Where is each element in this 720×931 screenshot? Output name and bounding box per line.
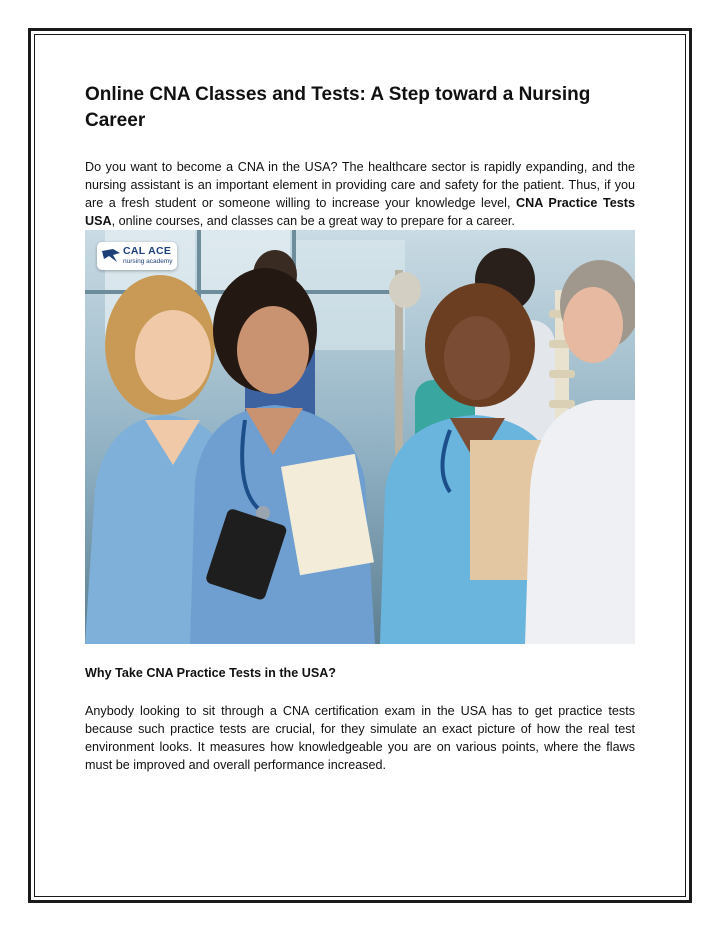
article <box>85 82 635 774</box>
section-heading: Why Take CNA Practice Tests in the USA? <box>85 666 337 680</box>
intro-paragraph <box>85 158 635 230</box>
nursing-students-photo <box>85 230 635 644</box>
intro-text-start: Do you want to become a CNA in the USA? The healthcare sector is rapidly expanding, and the nursing assistant is an important element in providing care and safety for the patient. Thus, if you are a fresh student or someone willing to increase your knowledge level, <box>85 160 635 210</box>
logo-subtitle: nursing academy <box>123 258 173 265</box>
eagle-icon <box>101 247 121 265</box>
section-body: Anybody looking to sit through a CNA certification exam in the USA has to get practice tests because such practice tests are crucial, for they simulate an exact picture of how the real test environment looks. It measures how knowledgeable you are on various points, where the flaws must be improved and overall performance increased. <box>85 704 635 772</box>
intro-bold-keyword: CNA Practice Tests USA <box>85 196 635 228</box>
logo-name: CAL ACE <box>123 245 172 257</box>
intro-text-end: , online courses, and classes can be a great way to prepare for a career. <box>111 214 515 228</box>
article-title: Online CNA Classes and Tests: A Step toward a Nursing Career <box>85 84 591 131</box>
cal-ace-logo <box>97 242 177 270</box>
photo-illustration <box>85 230 635 644</box>
